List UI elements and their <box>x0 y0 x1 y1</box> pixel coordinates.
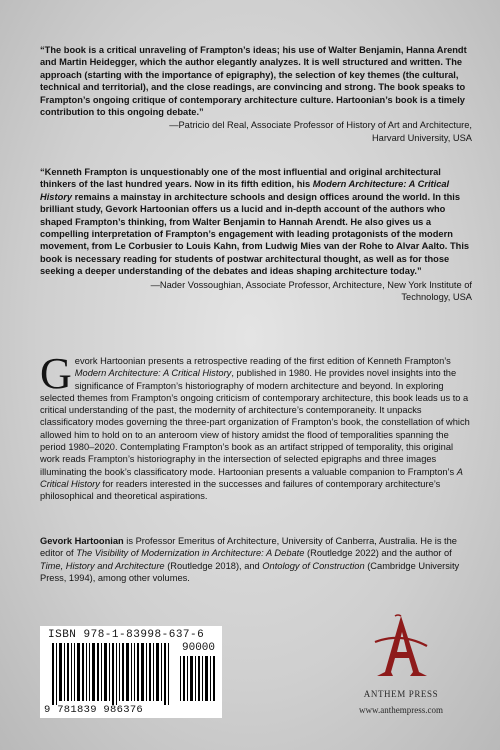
endorsement-quote-2 <box>40 166 472 303</box>
quote-attribution: —Nader Vossoughian, Associate Professor, Architecture, New York Institute of Technology, USA <box>150 279 472 303</box>
author-name: Gevork Hartoonian <box>40 536 124 546</box>
publisher-url: www.anthempress.com <box>359 705 443 715</box>
publisher-block <box>336 612 466 715</box>
publisher-name: ANTHEM PRESS <box>363 689 439 699</box>
isbn-label: ISBN 978-1-83998-637-6 <box>48 629 205 641</box>
book-description: Gevork Hartoonian presents a retrospective reading of the first edition of Kenneth Frampton’s Modern Architecture: A Critical History, published in 1980. He provides novel insights into the significance of Frampton’s historiography of modern architecture and beyond. In exploring selected themes from Frampton’s ongoing criticism of contemporary architecture, this book leads us to a critical understanding of the past, the modernity of architecture’s contemporaneity. It unpacks classificatory modes governing the three-part organization of Frampton’s book, the constellation of which allowed him to hold on to an anteroom view of history amidst the flood of temporalities spanning the period 1980–2020. Contemplating Frampton’s book as an artifact stripped of temporality, this original work reads Frampton’s historiography in the intersection of selected epigraphs and three images illuminating the book’s classificatory mode. Hartoonian presents a valuable companion to Frampton’s A Critical History for readers interested in the successes and failures of contemporary architecture’s philosophical and theoretical aspirations. <box>40 349 470 502</box>
quote-text: “Kenneth Frampton is unquestionably one of the most influential and original architectural thinkers of the last hundred years. Now in its fifth edition, his Modern Architecture: A Critical History remains a mainstay in architecture schools and design offices around the world. In this brilliant study, Gevork Hartoonian offers us a lucid and in-depth account of the authors who shaped Frampton’s thinking, from Walter Benjamin to Hannah Arendt. He also gives us a compelling interpretation of Frampton’s engagement with leading protagonists of the modern movement, from Le Corbusier to Louis Kahn, from Ludwig Mies van der Rohe to Alvar Aalto. This book is necessary reading for students of postwar architectural thought, as well as for those seeking a deeper understanding of the debates and ideas shaping architecture today.” <box>40 167 470 277</box>
quote-text: “The book is a critical unraveling of Frampton’s ideas; his use of Walter Benjamin, Hanna Arendt and Martin Heidegger, which the author elegantly analyzes. It is well structured and written. The approach (starting with the importance of epigraphy), the selection of key themes (the cultural, technical and territorial), and the close readings, are convincing and strong. The book speaks to Frampton’s ongoing critique of contemporary architecture culture. Hartoonian’s book is a timely contribution to this ongoing debate.” <box>40 45 467 118</box>
author-bio: Gevork Hartoonian is Professor Emeritus of Architecture, University of Canberra, Australia. He is the editor of The Visibility of Modernization in Architecture: A Debate (Routledge 2022) and the author of Time, History and Architecture (Routledge 2018), and Ontology of Construction (Cambridge University Press, 1994), among other volumes. <box>40 536 460 584</box>
isbn-barcode <box>40 626 222 718</box>
price-code: 90000 <box>182 642 216 654</box>
barcode-digits: 9 781839 986376 <box>44 704 144 716</box>
anthem-logo-icon <box>371 612 431 682</box>
drop-cap: G <box>40 349 72 398</box>
quote-attribution: —Patricio del Real, Associate Professor of History of Art and Architecture, Harvard University, USA <box>169 120 472 143</box>
endorsement-quote-1 <box>40 44 472 144</box>
